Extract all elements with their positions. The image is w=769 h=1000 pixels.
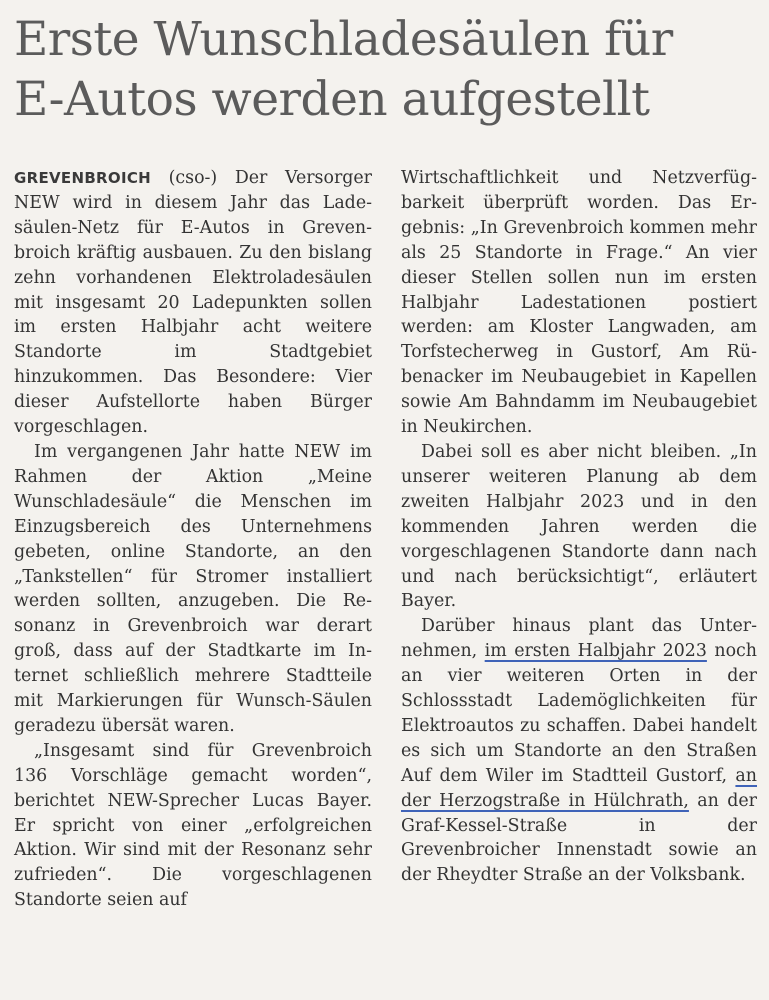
paragraph-1-text: (cso-) Der Versorger NEW wird in diesem Jahr das Ladesäulen-Netz für E-Autos in Grevenbroich kräftig ausbauen. Zu den bislang zehn vorhandenen Elektroladesäulen mit insgesamt 20 Ladepunkten sollen im ersten Halbjahr acht weitere Standorte im Stadtgebiet hinzukommen. Das Besondere: Vier dieser Aufstellorte haben Bürger vorgeschlagen. [14, 168, 372, 438]
article-column-left [14, 166, 372, 913]
paragraph-5: Dabei soll es aber nicht bleiben. „In unserer weiteren Planung ab dem zweiten Halbjahr 2023 und in den kommenden Jahren werden die vorgeschlagenen Standorte dann nach und nach berücksichtigt“, erläutert Bayer. [401, 441, 757, 612]
highlight-underline-1: im ersten Halbjahr 2023 [484, 641, 707, 662]
article-column-right [401, 166, 757, 888]
paragraph-6 [401, 614, 757, 888]
paragraph-1 [14, 166, 372, 440]
paragraph-6-part-b: noch an vier weiteren Orten in der Schlossstadt Lademöglichkeiten für Elektroautos zu schaffen. Dabei handelt es sich um Standorte an den Straßen Auf dem Wiler im Stadtteil Gustorf, [401, 641, 757, 786]
headline-line-2: E-Autos werden aufgestellt [14, 72, 650, 127]
headline-line-1: Erste Wunschladesäulen für [14, 12, 673, 67]
paragraph-6-part-c: an der Graf-Kessel-Straße in der Grevenbroicher Innenstadt sowie an der Rheydter Straße an der Volksbank. [401, 790, 757, 886]
paragraph-2: Im vergangenen Jahr hatte NEW im Rahmen der Aktion „Meine Wunschladesäule“ die Menschen im Einzugsbereich des Unternehmens gebeten, online Standorte, an den „Tankstellen“ für Stromer installiert werden sollten, anzugeben. Die Resonanz in Grevenbroich war derart groß, dass auf der Stadtkarte im Internet schließlich mehrere Stadtteile mit Markierungen für Wunsch-Säulen geradezu übersät waren. [14, 441, 372, 736]
paragraph-6-part-a: Darüber hinaus plant das Unternehmen, [401, 616, 757, 662]
paragraph-4: Wirtschaftlichkeit und Netzverfügbarkeit überprüft worden. Das Ergebnis: „In Grevenbroich kommen mehr als 25 Standorte in Frage.“ An vier dieser Stellen sollen nun im ersten Halbjahr Ladestationen postiert werden: am Kloster Langwaden, am Torfstecherweg in Gustorf, Am Rübenacker im Neubaugebiet in Kapellen sowie Am Bahndamm im Neubaugebiet in Neukirchen. [401, 168, 757, 438]
headline [14, 10, 759, 130]
paragraph-3: „Insgesamt sind für Grevenbroich 136 Vorschläge gemacht worden“, berichtet NEW-Sprecher Lucas Bayer. Er spricht von einer „erfolgreichen Aktion. Wir sind mit der Resonanz sehr zufrieden“. Die vorgeschlagenen Standorte seien auf [14, 740, 372, 911]
highlight-underline-2: an der Herzogstraße in Hülchrath, [401, 765, 757, 811]
dateline: GREVENBROICH [14, 169, 151, 187]
